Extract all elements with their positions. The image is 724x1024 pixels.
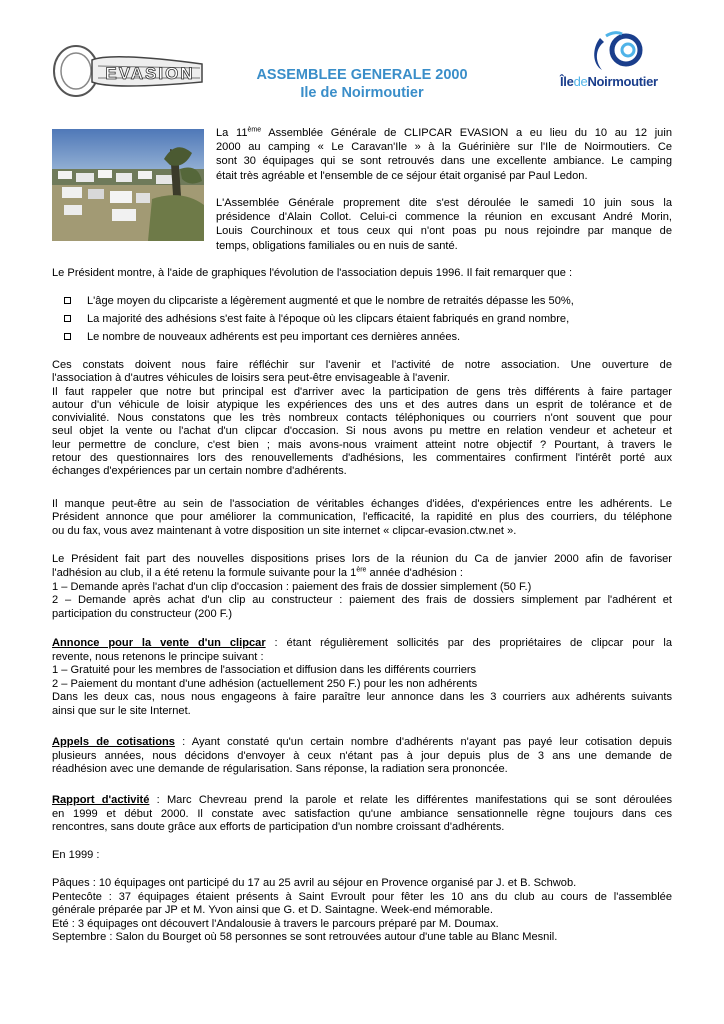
rapport-heading: Rapport d'activité xyxy=(52,794,150,806)
annonce-heading: Annonce pour la vente d'un clipcar xyxy=(52,637,266,649)
cotisations-heading: Appels de cotisations xyxy=(52,736,175,748)
constats-paragraph: Ces constats doivent nous faire réfléchir sur l'avenir et l'activité de notre association. Une ouverture de l'association à d'autres véhicules de loisirs sera peut-être envisageable à l'avenir. Il faut rappeler que notre but principal est d'arriver avec la participation de gens très différents à faire partager autour d'un véhicule de loisir atypique les expériences des uns et des autres dans un esprit de tolérance et de convivialité. Nous constatons que les très nombreux contacts téléphoniques ou courriers n'ont souvent que pour seul objet la vente ou l'achat d'un clipcar d'occasion. Si nous avons pu mettre en relation vendeur et acheteur et leur permettre de conclure, c'est bien ; mais avons-nous vraiment atteint notre objectif ? Pourtant, à travers le retour des questionnaires lors des renouvellements d'adhésions, les commentaires confirment l'intérêt porté aux échanges d'expériences par un certain nombre d'adhérents. xyxy=(52,359,672,478)
list-item: Septembre : Salon du Bourget où 58 personnes se sont retrouvées autour d'une table au Blanc Mesnil. xyxy=(52,931,558,943)
list-item: générale préparée par JP et M. Yvon ainsi que G. et D. Saintagne. Week-end mémorable. xyxy=(52,904,493,916)
year-1999-label: En 1999 : xyxy=(52,849,100,861)
logo-left-text: EVASION xyxy=(105,64,195,83)
dispositions-paragraph: Le Président fait part des nouvelles dispositions prises lors de la réunion du Ca de janvier 2000 afin de favoriser l'adhésion au club, il a été retenu la formule suivante pour la 1ère année d'adhésion : 1 – Demande après l'achat d'un clip d'occasion : paiement des frais de dossier simplement (50 F.) 2 – Demande après achat d'un clip au constructeur : paiement des frais de dossiers simplement par l'adhérent et participation du constructeur (200 F.) xyxy=(52,553,672,621)
bullet-item: Le nombre de nouveaux adhérents est peu important ces dernières années. xyxy=(64,331,460,344)
logo-right-de: de xyxy=(573,74,588,89)
president-intro: Le Président montre, à l'aide de graphiques l'évolution de l'association depuis 1996. Il fait remarquer que : xyxy=(52,267,573,279)
bullet-item: La majorité des adhésions s'est faite à l'époque où les clipcars étaient fabriqués en grand nombre, xyxy=(64,313,569,326)
manque-paragraph: Il manque peut-être au sein de l'association de véritables échanges d'idées, d'expériences entre les adhérents. Le Président annonce que pour améliorer la communication, l'efficacité, la rapidité en plus des courriers, du téléphone ou du fax, vous avez maintenant à votre disposition un site internet « clipcar-evasion.ctw.net ». xyxy=(52,498,672,537)
checkbox-bullet-icon xyxy=(64,315,71,322)
checkbox-bullet-icon xyxy=(64,297,71,304)
camping-photo xyxy=(52,129,204,241)
bullet-item: L'âge moyen du clipcariste a légèrement augmenté et que le nombre de retraités dépasse les 50%, xyxy=(64,295,574,308)
page-title: ASSEMBLEE GENERALE 2000 xyxy=(256,67,468,83)
intro-paragraph-1: La 11ème Assemblée Générale de CLIPCAR EVASION a eu lieu du 10 au 12 juin 2000 au camping « Le Caravan'Ile » à la Guérinière sur l'Ile de Noirmoutiers. Ce sont 30 équipages qui se sont retrouvés dans une excellente ambiance. Le camping était très agréable et l'ensemble de ce séjour était organisé par Paul Ledon. xyxy=(216,126,672,182)
ile-de-noirmoutier-logo xyxy=(552,30,668,92)
logo-right-prefix: Île xyxy=(560,74,574,89)
events-list xyxy=(52,877,672,945)
annonce-paragraph: Annonce pour la vente d'un clipcar : étant régulièrement sollicités par des propriétaires de clipcar pour la revente, nous retenons le principe suivant : 1 – Gratuité pour les membres de l'association et diffusion dans les différents courriers 2 – Paiement du montant d'une adhésion (actuellement 250 F.) pour les non adhérents Dans les deux cas, nous nous engageons à faire paraître leur annonce dans les 3 courriers aux adhérents suivants ainsi que sur le site Internet. xyxy=(52,637,672,717)
page-subtitle: Ile de Noirmoutier xyxy=(300,85,424,101)
checkbox-bullet-icon xyxy=(64,333,71,340)
list-item: Eté : 3 équipages ont découvert l'Andalousie à travers le parcours préparé par M. Doumax. xyxy=(52,917,499,930)
list-item: Pâques : 10 équipages ont participé du 17 au 25 avril au séjour en Provence organisé par J. et B. Schwob. xyxy=(52,877,577,889)
cotisations-paragraph: Appels de cotisations : Ayant constaté qu'un certain nombre d'adhérents n'ayant pas payé leur cotisation depuis plusieurs années, nous décidons d'envoyer à ceux n'étant pas à jour depuis plus de 3 ans une demande de réadhésion avec une demande de régularisation. Sans réponse, la radiation sera prononcée. xyxy=(52,736,672,775)
list-item: Pentecôte : 37 équipages étaient présents à Saint Evroult pour fêter les 10 ans du club au cours de l'assemblée xyxy=(52,890,672,903)
rapport-paragraph: Rapport d'activité : Marc Chevreau prend la parole et relate les différentes manifestations qui se sont déroulées en 1999 et début 2000. Il constate avec satisfaction qu'une ambiance sensationnelle règne toujours dans ces rencontres, sans doute grâce aux efforts de participation d'un nombre croissant d'adhérents. xyxy=(52,794,672,833)
intro-paragraph-2: L'Assemblée Générale proprement dite s'est déroulée le samedi 10 juin sous la présidence d'Alain Collot. Celui-ci commence la réunion en excusant André Morin, Louis Courchinoux et tous ceux qui n'ont poas pu nous rejoindre par manque de temps, obligations familiales ou en nuis de santé. xyxy=(216,197,672,252)
logo-right-name: Noirmoutier xyxy=(587,74,658,89)
